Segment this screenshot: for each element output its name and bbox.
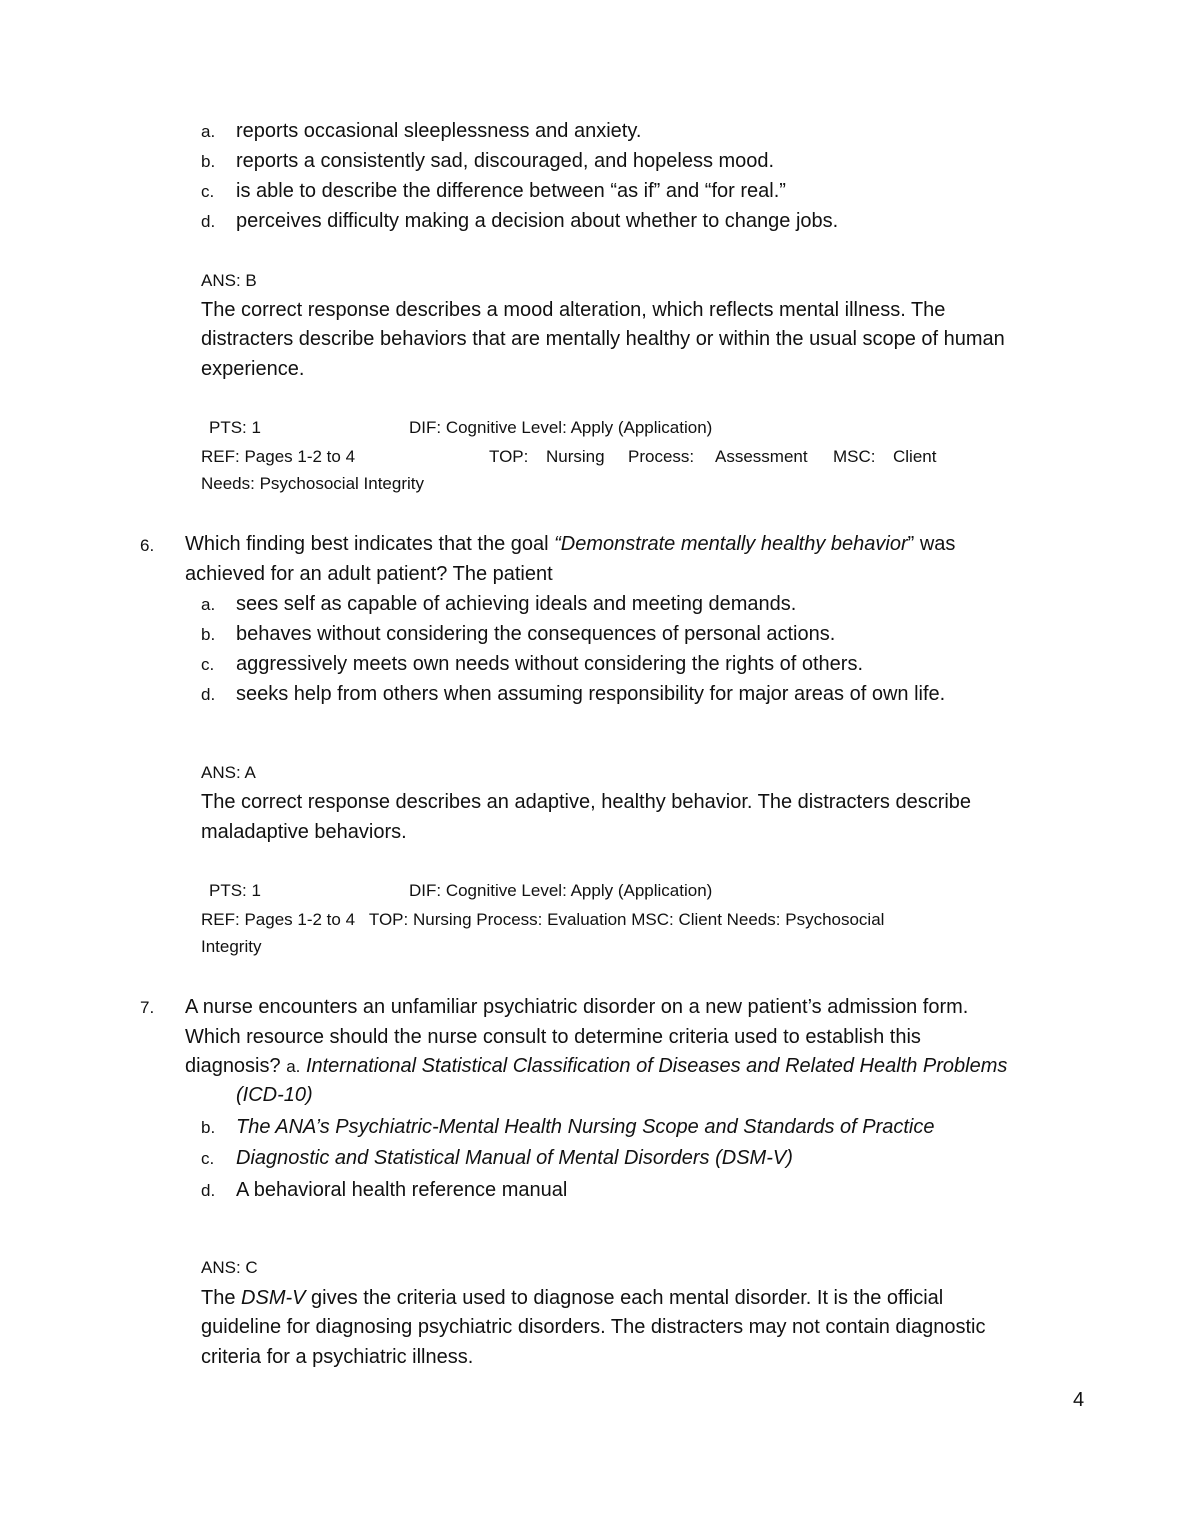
q5-option-a-text: reports occasional sleeplessness and anxiety. xyxy=(236,120,642,142)
q6-option-c-text: aggressively meets own needs without considering the rights of others. xyxy=(236,653,864,675)
q7-stem-line-1: A nurse encounters an unfamiliar psychiatric disorder on a new patient’s admission form. xyxy=(185,996,969,1018)
q7-option-a-letter: a. xyxy=(286,1057,301,1076)
q7-rationale-line-2: guideline for diagnosing psychiatric disorders. The distracters may not contain diagnostic xyxy=(201,1316,986,1338)
q6-answer: ANS: A xyxy=(201,763,256,782)
q7-option-a-text-line-2: (ICD-10) xyxy=(236,1084,313,1106)
q6-option-c-letter: c. xyxy=(201,655,215,674)
q5-option-d-letter: d. xyxy=(201,212,216,231)
q5-option-d-text: perceives difficulty making a decision about whether to change jobs. xyxy=(236,210,839,232)
q6-stem-line-2: achieved for an adult patient? The patient xyxy=(185,563,553,585)
q6-points: PTS: 1 xyxy=(209,881,261,900)
q5-option-b-letter: b. xyxy=(201,152,216,171)
q6-reference-line: REF: Pages 1-2 to 4 TOP: Nursing Process: Evaluation MSC: Client Needs: Psychosocial xyxy=(201,910,885,929)
q7-number: 7. xyxy=(140,998,155,1017)
q7-rationale-line-1: The DSM-V gives the criteria used to diagnose each mental disorder. It is the official xyxy=(201,1287,944,1309)
q6-number: 6. xyxy=(140,536,155,555)
q5-points: PTS: 1 xyxy=(209,418,261,437)
q5-topic-label: TOP: xyxy=(489,447,529,466)
q7-option-c-text: Diagnostic and Statistical Manual of Mental Disorders (DSM-V) xyxy=(236,1147,793,1169)
q7-option-d-letter: d. xyxy=(201,1181,216,1200)
q7-option-d-text: A behavioral health reference manual xyxy=(236,1179,568,1201)
q6-integrity: Integrity xyxy=(201,937,262,956)
q5-msc-label: MSC: xyxy=(833,447,876,466)
q5-topic-word-2: Process: xyxy=(628,447,695,466)
q7-rationale-line-3: criteria for a psychiatric illness. xyxy=(201,1346,474,1368)
q5-option-a-letter: a. xyxy=(201,122,216,141)
q5-answer: ANS: B xyxy=(201,271,257,290)
q6-option-d-text: seeks help from others when assuming responsibility for major areas of own life. xyxy=(236,683,946,705)
q5-topic-word-3: Assessment xyxy=(715,447,808,466)
q7-option-b-letter: b. xyxy=(201,1118,216,1137)
q6-option-b-letter: b. xyxy=(201,625,216,644)
q5-difficulty: DIF: Cognitive Level: Apply (Application) xyxy=(409,418,713,437)
q6-option-a-letter: a. xyxy=(201,595,216,614)
q5-option-b-text: reports a consistently sad, discouraged, and hopeless mood. xyxy=(236,150,775,172)
q5-topic-word-1: Nursing xyxy=(546,447,605,466)
q5-option-c-text: is able to describe the difference between “as if” and “for real.” xyxy=(236,180,786,202)
q5-rationale-line-2: distracters describe behaviors that are mentally healthy or within the usual scope of human xyxy=(201,328,1005,350)
q5-reference: REF: Pages 1-2 to 4 xyxy=(201,447,356,466)
q6-option-a-text: sees self as capable of achieving ideals and meeting demands. xyxy=(236,593,797,615)
q7-option-c-letter: c. xyxy=(201,1149,215,1168)
q6-option-d-letter: d. xyxy=(201,685,216,704)
q7-stem-line-2: Which resource should the nurse consult to determine criteria used to establish this xyxy=(185,1026,921,1048)
q7-answer: ANS: C xyxy=(201,1258,258,1277)
q7-option-a-text: International Statistical Classification of Diseases and Related Health Problems xyxy=(305,1055,1008,1077)
q7-stem-line-3: diagnosis? a. International Statistical Classification of Diseases and Related Health Problems xyxy=(185,1055,1008,1077)
page-number: 4 xyxy=(1073,1389,1085,1411)
q5-rationale-line-3: experience. xyxy=(201,358,305,380)
q7-option-b-text: The ANA’s Psychiatric-Mental Health Nursing Scope and Standards of Practice xyxy=(236,1116,935,1138)
q5-option-c-letter: c. xyxy=(201,182,215,201)
q6-rationale-line-1: The correct response describes an adaptive, healthy behavior. The distracters describe xyxy=(201,791,972,813)
q6-option-b-text: behaves without considering the consequences of personal actions. xyxy=(236,623,836,645)
q6-difficulty: DIF: Cognitive Level: Apply (Application) xyxy=(409,881,713,900)
q6-rationale-line-2: maladaptive behaviors. xyxy=(201,821,407,843)
q5-msc-word: Client xyxy=(893,447,937,466)
q5-rationale-line-1: The correct response describes a mood alteration, which reflects mental illness. The xyxy=(201,299,946,321)
q5-client-needs: Needs: Psychosocial Integrity xyxy=(201,474,424,493)
q6-stem-line-1: Which finding best indicates that the goal “Demonstrate mentally healthy behavior” was xyxy=(185,533,956,555)
